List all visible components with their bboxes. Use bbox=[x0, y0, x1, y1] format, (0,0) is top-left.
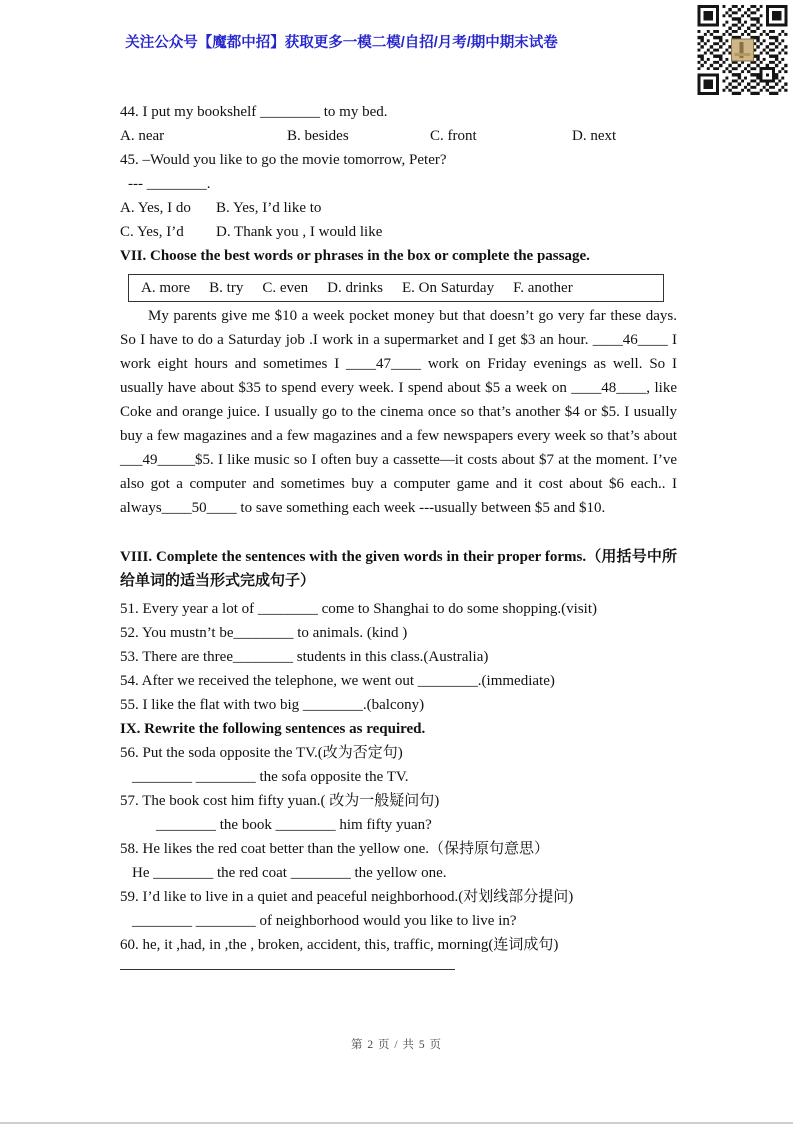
section-9-heading: IX. Rewrite the following sentences as required. bbox=[120, 721, 426, 737]
page-number: 第 2 页 / 共 5 页 bbox=[351, 1039, 442, 1051]
question-56-answer-blank: ________ ________ the sofa opposite the TV. bbox=[132, 769, 409, 785]
word-box bbox=[128, 274, 664, 302]
question-54: 54. After we received the telephone, we went out ________.(immediate) bbox=[120, 673, 555, 689]
question-57-answer-blank: ________ the book ________ him fifty yuan? bbox=[156, 817, 432, 833]
option-d: D. Thank you , I would like bbox=[216, 224, 383, 240]
qr-center-logo bbox=[732, 39, 754, 61]
qr-code bbox=[695, 5, 790, 95]
word-box-option-f: F. another bbox=[513, 280, 573, 296]
option-d: D. next bbox=[572, 128, 617, 144]
word-box-option-a: A. more bbox=[141, 280, 191, 296]
section-7-heading: VII. Choose the best words or phrases in the box or complete the passage. bbox=[120, 248, 590, 264]
question-52: 52. You mustn’t be________ to animals. (kind ) bbox=[120, 625, 408, 641]
word-box-option-c: C. even bbox=[262, 280, 309, 296]
section-8-items bbox=[120, 597, 677, 717]
question-45-options-row1 bbox=[120, 196, 677, 220]
qr-code-image bbox=[695, 5, 790, 95]
question-58-stem: 58. He likes the red coat better than the yellow one.（保持原句意思） bbox=[120, 841, 550, 857]
question-45-stem: 45. –Would you like to go the movie tomorrow, Peter? bbox=[120, 152, 447, 168]
question-45-options-row2 bbox=[120, 220, 677, 244]
question-56-stem: 56. Put the soda opposite the TV.(改为否定句) bbox=[120, 745, 403, 761]
option-c: C. Yes, I’d bbox=[120, 224, 184, 240]
option-b: B. Yes, I’d like to bbox=[216, 200, 322, 216]
section-9 bbox=[120, 717, 677, 970]
option-a: A. Yes, I do bbox=[120, 200, 191, 216]
question-45-answer-blank: --- ________. bbox=[128, 176, 211, 192]
question-60-answer-line bbox=[120, 969, 455, 970]
section-8-heading: VIII. Complete the sentences with the given words in their proper forms.（用括号中所给单词的适当形式完成句子） bbox=[120, 549, 677, 589]
question-58-answer-blank: He ________ the red coat ________ the yellow one. bbox=[132, 865, 447, 881]
page-content bbox=[120, 100, 677, 970]
qr-alignment bbox=[760, 67, 776, 83]
question-60-stem: 60. he, it ,had, in ,the , broken, accident, this, traffic, morning(连词成句) bbox=[120, 937, 559, 953]
question-59-stem: 59. I’d like to live in a quiet and peaceful neighborhood.(对划线部分提问) bbox=[120, 889, 574, 905]
question-55: 55. I like the flat with two big ________.(balcony) bbox=[120, 697, 425, 713]
question-44-stem: 44. I put my bookshelf ________ to my bed. bbox=[120, 104, 388, 120]
question-51: 51. Every year a lot of ________ come to Shanghai to do some shopping.(visit) bbox=[120, 601, 598, 617]
header-notice: 关注公众号【魔都中招】获取更多一模二模/自招/月考/期中期末试卷 bbox=[125, 35, 558, 51]
qr-finder-top-right bbox=[766, 5, 788, 27]
qr-finder-bottom-left bbox=[698, 73, 720, 95]
option-b: B. besides bbox=[287, 128, 349, 144]
word-box-option-b: B. try bbox=[209, 280, 244, 296]
option-a: A. near bbox=[120, 128, 165, 144]
word-box-option-d: D. drinks bbox=[327, 280, 383, 296]
option-c: C. front bbox=[430, 128, 477, 144]
word-box-option-e: E. On Saturday bbox=[402, 280, 495, 296]
qr-finder-top-left bbox=[698, 5, 720, 27]
question-44-options bbox=[120, 124, 677, 148]
question-53: 53. There are three________ students in this class.(Australia) bbox=[120, 649, 489, 665]
cloze-passage: My parents give me $10 a week pocket money but that doesn’t go very far these days. So I have to do a Saturday job .I work in a supermarket and I get $3 an hour. ____46____ I work eight hours and sometimes I ____47____ work on Friday evenings as well. So I usually have about $35 to spend every week. I spend about $5 a week on ____48____, like Coke and orange juice. I usually go to the cinema once so that’s another $4 or $5. I usually buy a few magazines and a few magazines and a few newspapers every week so that’s about ___49_____$5. I like music so I often buy a cassette—it costs about $7 at the moment. I’ve also got a computer and sometimes buy a computer game and it cost about $6 each.. I always____50____ to save something each week ---usually between $5 and $10. bbox=[120, 308, 677, 516]
question-59-answer-blank: ________ ________ of neighborhood would you like to live in? bbox=[132, 913, 517, 929]
question-57-stem: 57. The book cost him fifty yuan.( 改为一般疑问句) bbox=[120, 793, 440, 809]
